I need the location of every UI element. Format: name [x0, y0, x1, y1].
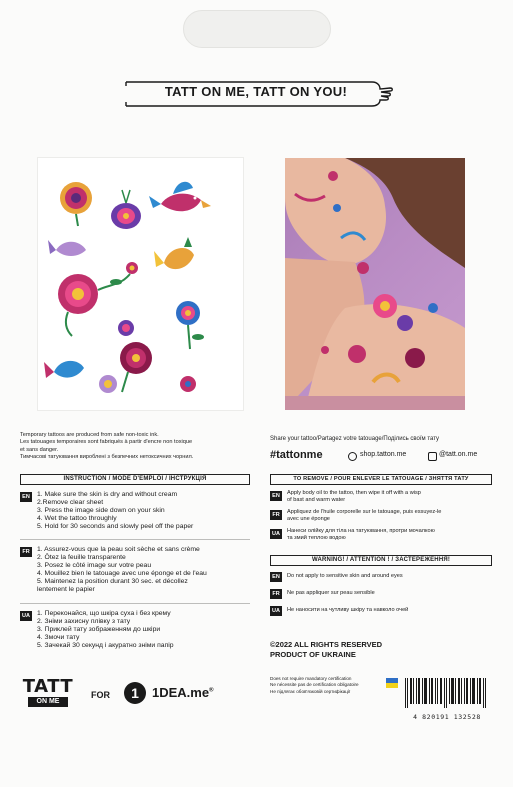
remove-en-line-2: of bast and warm water: [287, 497, 346, 503]
remove-ua-line-2: та змий теплою водою: [287, 535, 346, 541]
lang-badge-en: EN: [20, 492, 32, 502]
instruction-ua-step-1: 1. Переконайся, що шкіра суха і без крему: [37, 610, 171, 617]
lang-badge-ua: UA: [270, 529, 282, 539]
remove-fr-line-1: Appliquez de l'huile corporelle sur le tatouage, puis essuyez-le: [287, 509, 442, 515]
remove-ua: [287, 528, 435, 542]
partner-logo: [152, 685, 214, 700]
certification-notes: [270, 676, 359, 695]
disclaimer: [20, 432, 255, 462]
lang-badge-en: EN: [270, 491, 282, 501]
barcode: [403, 678, 491, 721]
instruction-ua-step-3: 3. Приклей тату зображенням до шкіри: [37, 626, 161, 633]
divider: [20, 539, 250, 540]
model-with-tattoos-image: [285, 158, 465, 410]
share-text: Share your tattoo/Partagez votre tatouage/Поділись своїм тату: [270, 436, 440, 442]
share-row: [270, 449, 492, 463]
remove-en: [287, 490, 421, 504]
logo-tatt: TATT: [22, 676, 74, 697]
logo-on-me: ON ME: [28, 697, 68, 707]
instruction-fr-step-4: 4. Mouillez bien le tatouage avec une éponge et de l'eau: [37, 570, 207, 577]
for-label: FOR: [91, 690, 110, 700]
instruction-en-step-2: 2.Remove clear sheet: [37, 499, 104, 506]
disclaimer-fr-line2: et sans danger.: [20, 446, 59, 453]
model-photo: [285, 158, 465, 410]
globe-icon: [348, 452, 357, 461]
disclaimer-fr-line1: Les tatouages temporaires sont fabriqués à partir d'encre non toxique: [20, 439, 193, 446]
instruction-fr-step-5: 5. Maintenez la position durant 30 sec. et décollez: [37, 578, 188, 585]
copyright-line-1: ©2022 ALL RIGHTS RESERVED: [270, 640, 383, 649]
slogan-text: TATT ON ME, TATT ON YOU!: [164, 84, 348, 99]
remove-ua-line-1: Нанеси олійку для тіла на татуювання, протри мочалкою: [287, 528, 435, 534]
remove-en-line-1: Apply body oil to the tattoo, then wipe it off with a wisp: [287, 490, 421, 496]
instruction-fr-step-3: 3. Posez le côté image sur votre peau: [37, 562, 152, 569]
partner-name: 1DEA.me: [152, 685, 210, 700]
slogan-banner: [122, 80, 394, 108]
instruction-ua-step-2: 2. Зніми захисну плівку з тату: [37, 618, 131, 625]
hang-hole: [183, 10, 331, 48]
instruction-title: INSTRUCTION / MODE D'EMPLOI / ІНСТРУКЦІЯ: [20, 474, 250, 485]
partner-icon: [124, 682, 146, 704]
disclaimer-ua: Тимчасові татуювання вироблені з безпечних нетоксичних чорнил.: [20, 454, 194, 461]
hashtag[interactable]: #tattonme: [270, 449, 323, 461]
instagram-icon: [428, 452, 437, 461]
folk-flowers-illustration: [38, 158, 243, 410]
instruction-fr: [37, 546, 207, 594]
instruction-en-step-5: 5. Hold for 30 seconds and slowly peel off the paper: [37, 523, 194, 530]
lang-badge-ua: UA: [270, 606, 282, 616]
lang-badge-ua: UA: [20, 611, 32, 621]
warning-fr: Ne pas appliquer sur peau sensible: [287, 590, 375, 596]
tattoo-sheet-preview: [38, 158, 243, 410]
warning-title: WARNING! / ATTENTION ! / ЗАСТЕРЕЖЕННЯ!: [270, 555, 492, 566]
instagram-handle[interactable]: @tatt.on.me: [439, 451, 478, 458]
instruction-ua-step-4: 4. Змочи тату: [37, 634, 80, 641]
partner-number: 1: [131, 685, 139, 701]
lang-badge-fr: FR: [270, 510, 282, 520]
registered-mark: ®: [209, 687, 214, 694]
instruction-fr-step-2: 2. Ôtez la feuille transparente: [37, 554, 126, 561]
certification-en: Does not require mandatory certification: [270, 676, 352, 681]
instruction-fr-step-1: 1. Assurez-vous que la peau soit sèche et sans crème: [37, 546, 200, 553]
barcode-bars: [403, 678, 491, 708]
instruction-en-step-4: 4. Wet the tattoo throughly: [37, 515, 117, 522]
instruction-fr-step-5-cont: lentement le papier: [37, 586, 95, 593]
instruction-en-step-3: 3. Press the image side down on your skin: [37, 507, 165, 514]
instruction-ua-step-5: 5. Зачекай 30 секунд і акуратно зніми папір: [37, 642, 174, 649]
barcode-number: 4 820191 132528: [413, 713, 481, 721]
divider: [20, 603, 250, 604]
ukraine-flag-icon: [386, 678, 398, 688]
remove-fr-line-2: avec une éponge: [287, 516, 330, 522]
warning-en: Do not apply to sensitive skin and around eyes: [287, 573, 403, 579]
lang-badge-fr: FR: [20, 547, 32, 557]
tatt-on-me-logo: [20, 678, 76, 714]
instruction-ua: [37, 610, 174, 650]
website-link[interactable]: shop.tatton.me: [360, 451, 407, 458]
instruction-en-step-1: 1. Make sure the skin is dry and without cream: [37, 491, 178, 498]
remove-title: TO REMOVE / POUR ENLEVER LE TATOUAGE / ЗНЯТТЯ ТАТУ: [270, 474, 492, 485]
warning-ua: Не наносити на чутливу шкіру та навколо очей: [287, 607, 409, 613]
lang-badge-fr: FR: [270, 589, 282, 599]
certification-fr: Ne nécessite pas de certification obligatoire: [270, 682, 359, 688]
instruction-en: [37, 491, 193, 531]
lang-badge-en: EN: [270, 572, 282, 582]
certification-ua: Не підлягає обов'язковій сертифікації: [270, 688, 351, 694]
remove-fr: [287, 509, 441, 523]
copyright-line-2: PRODUCT OF UKRAINE: [270, 650, 356, 659]
disclaimer-en: Temporary tattoos are produced from safe non-toxic ink.: [20, 432, 159, 438]
copyright: [270, 640, 382, 660]
